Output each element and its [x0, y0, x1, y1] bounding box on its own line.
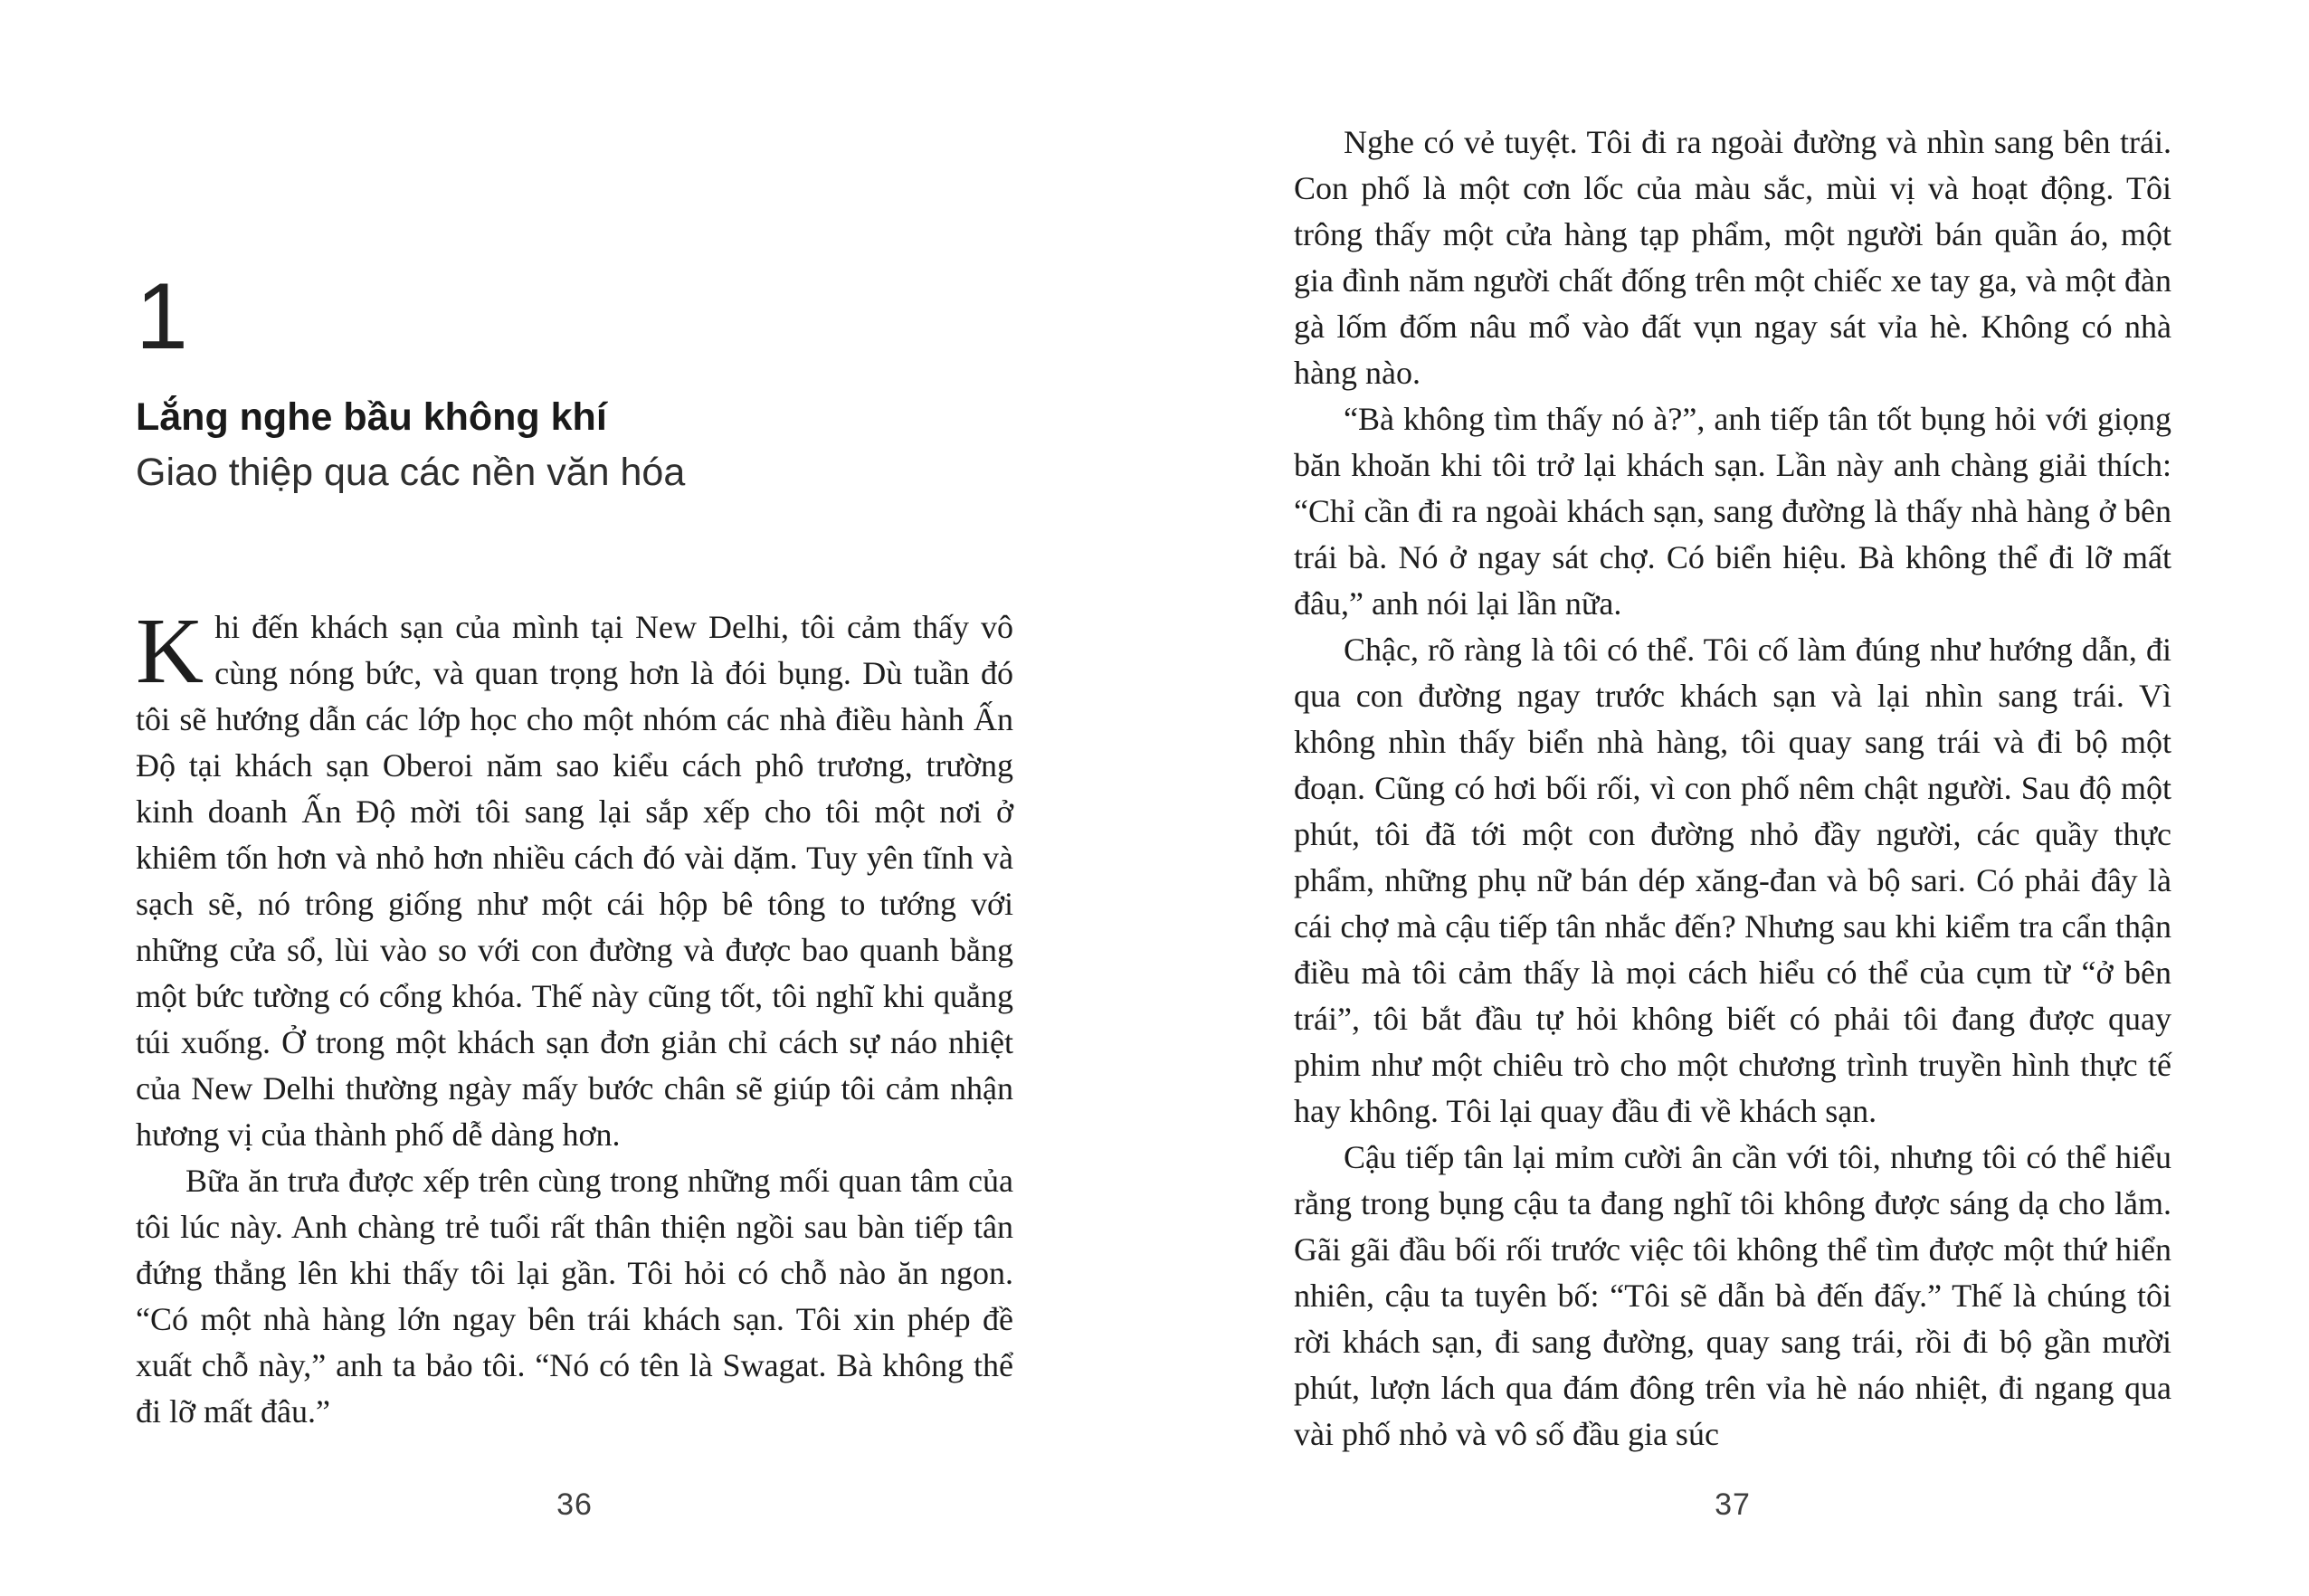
- body-paragraph: “Bà không tìm thấy nó à?”, anh tiếp tân tốt bụng hỏi với giọng băn khoăn khi tôi trở lại khách sạn. Lần này anh chàng giải thích: “Chỉ cần đi ra ngoài khách sạn, sang đường là thấy nhà hàng ở bên trái bà. Nó ở ngay sát chợ. Có biển hiệu. Bà không thể đi lỡ mất đâu,” anh nói lại lần nữa.: [1294, 401, 2171, 622]
- page-number-left: 36: [556, 1487, 593, 1522]
- chapter-title: Lắng nghe bầu không khí: [136, 395, 607, 439]
- body-paragraph: Cậu tiếp tân lại mỉm cười ân cần với tôi, nhưng tôi có thể hiểu rằng trong bụng cậu ta đang nghĩ tôi không được sáng dạ cho lắm. Gãi gãi đầu bối rối trước việc tôi không thể tìm được một thứ hiển nhiên, cậu ta tuyên bố: “Tôi sẽ dẫn bà đến đấy.” Thế là chúng tôi rời khách sạn, đi sang đường, quay sang trái, rồi đi bộ gần mười phút, lượn lách qua đám đông trên vỉa hè náo nhiệt, đi ngang qua vài phố nhỏ và vô số đầu gia súc: [1294, 1139, 2171, 1452]
- drop-cap: K: [136, 599, 204, 703]
- right-page: [1294, 0, 2171, 1596]
- chapter-subtitle: Giao thiệp qua các nền văn hóa: [136, 451, 686, 494]
- body-paragraph: Khi đến khách sạn của mình tại New Delhi, tôi cảm thấy vô cùng nóng bức, và quan trọng hơn là đói bụng. Dù tuần đó tôi sẽ hướng dẫn các lớp học cho một nhóm các nhà điều hành Ấn Độ tại khách sạn Oberoi năm sao kiểu cách phô trương, trường kinh doanh Ấn Độ mời tôi sang lại sắp xếp cho tôi một nơi ở khiêm tốn hơn và nhỏ hơn nhiều cách đó vài dặm. Tuy yên tĩnh và sạch sẽ, nó trông giống như một cái hộp bê tông to tướng với những cửa sổ, lùi vào so với con đường và được bao quanh bằng một bức tường có cổng khóa. Thế này cũng tốt, tôi nghĩ khi quẳng túi xuống. Ở trong một khách sạn đơn giản chỉ cách sự náo nhiệt của New Delhi thường ngày mấy bước chân sẽ giúp tôi cảm nhận hương vị của thành phố dễ dàng hơn.: [136, 599, 1013, 1153]
- left-page: [136, 0, 1013, 1596]
- page-number-right: 37: [1715, 1487, 1751, 1522]
- body-paragraph: Nghe có vẻ tuyệt. Tôi đi ra ngoài đường và nhìn sang bên trái. Con phố là một cơn lốc của màu sắc, mùi vị và hoạt động. Tôi trông thấy một cửa hàng tạp phẩm, một người bán quần áo, một gia đình năm người chất đống trên một chiếc xe tay ga, và một đàn gà lốm đốm nâu mổ vào đất vụn ngay sát vỉa hè. Không có nhà hàng nào.: [1294, 124, 2171, 391]
- left-page-body: [136, 599, 1013, 1435]
- right-page-body: [1294, 119, 2171, 1458]
- chapter-number: 1: [136, 264, 186, 369]
- body-paragraph: Bữa ăn trưa được xếp trên cùng trong những mối quan tâm của tôi lúc này. Anh chàng trẻ tuổi rất thân thiện ngồi sau bàn tiếp tân đứng thẳng lên khi thấy tôi lại gần. Tôi hỏi có chỗ nào ăn ngon. “Có một nhà hàng lớn ngay bên trái khách sạn. Tôi xin phép đề xuất chỗ này,” anh ta bảo tôi. “Nó có tên là Swagat. Bà không thể đi lỡ mất đâu.”: [136, 1163, 1013, 1430]
- body-paragraph: Chậc, rõ ràng là tôi có thể. Tôi cố làm đúng như hướng dẫn, đi qua con đường ngay trước khách sạn và lại nhìn sang trái. Vì không nhìn thấy biển nhà hàng, tôi quay sang trái và đi bộ một đoạn. Cũng có hơi bối rối, vì con phố nêm chật người. Sau độ một phút, tôi đã tới một con đường nhỏ đầy người, các quầy thực phẩm, những phụ nữ bán dép xăng-đan và bộ sari. Có phải đây là cái chợ mà cậu tiếp tân nhắc đến? Nhưng sau khi kiểm tra cẩn thận điều mà tôi cảm thấy là mọi cách hiểu có thể của cụm từ “ở bên trái”, tôi bắt đầu tự hỏi không biết có phải tôi đang được quay phim như một chiêu trò cho một chương trình truyền hình thực tế hay không. Tôi lại quay đầu đi về khách sạn.: [1294, 632, 2171, 1129]
